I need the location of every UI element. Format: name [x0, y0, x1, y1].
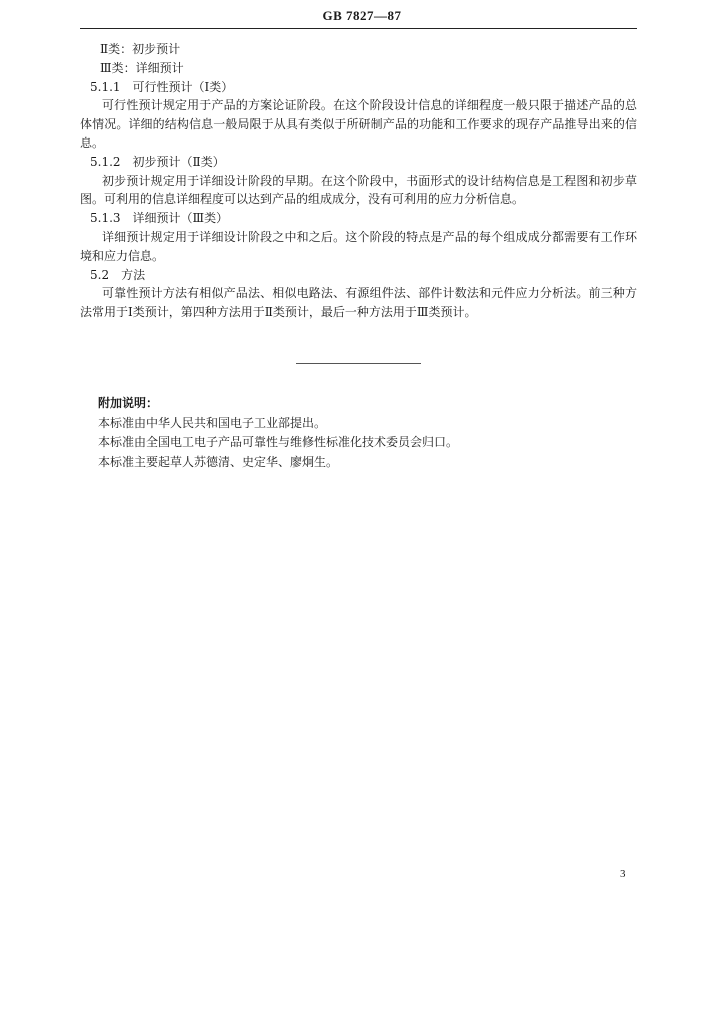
- header-rule: [80, 28, 637, 29]
- additional-notes-line: 本标准由全国电工电子产品可靠性与维修性标准化技术委员会归口。: [98, 435, 459, 449]
- additional-notes-title: 附加说明：: [98, 396, 159, 410]
- class2-label: Ⅱ类：初步预计: [100, 42, 181, 56]
- document-body: [80, 40, 637, 322]
- section-5-1-3-heading: 5.1.3 详细预计（Ⅲ类）: [90, 211, 229, 226]
- section-5-1-1-text: 可行性预计规定用于产品的方案论证阶段。在这个阶段设计信息的详细程度一般只限于描述产品的总体情况。详细的结构信息一般局限于从具有类似于所研制产品的功能和工作要求的现存产品推导出来的信息。: [80, 98, 637, 150]
- section-5-1-3-text: 详细预计规定用于详细设计阶段之中和之后。这个阶段的特点是产品的每个组成成分都需要有工作环境和应力信息。: [80, 229, 637, 263]
- section-5-1-2-text: 初步预计规定用于详细设计阶段的早期。在这个阶段中，书面形式的设计结构信息是工程图和初步草图。可利用的信息详细程度可以达到产品的组成成分，没有可利用的应力分析信息。: [80, 173, 637, 207]
- page-number: 3: [620, 868, 626, 880]
- additional-notes: [98, 394, 638, 472]
- section-5-1-1-heading: 5.1.1 可行性预计（Ⅰ类）: [90, 79, 234, 94]
- section-5-1-2-heading: 5.1.2 初步预计（Ⅱ类）: [90, 154, 225, 169]
- section-separator: [296, 363, 421, 364]
- class3-label: Ⅲ类：详细预计: [100, 60, 184, 75]
- section-5-2-heading: 5.2 方法: [90, 267, 146, 282]
- standard-number-header: GB 7827—87: [322, 8, 402, 23]
- additional-notes-line: 本标准由中华人民共和国电子工业部提出。: [98, 415, 327, 430]
- section-5-2-text: 可靠性预计方法有相似产品法、相似电路法、有源组件法、部件计数法和元件应力分析法。前三种方法常用于Ⅰ类预计，第四种方法用于Ⅱ类预计，最后一种方法用于Ⅲ类预计。: [80, 286, 637, 320]
- additional-notes-line: 本标准主要起草人苏德清、史定华、廖炯生。: [98, 454, 339, 469]
